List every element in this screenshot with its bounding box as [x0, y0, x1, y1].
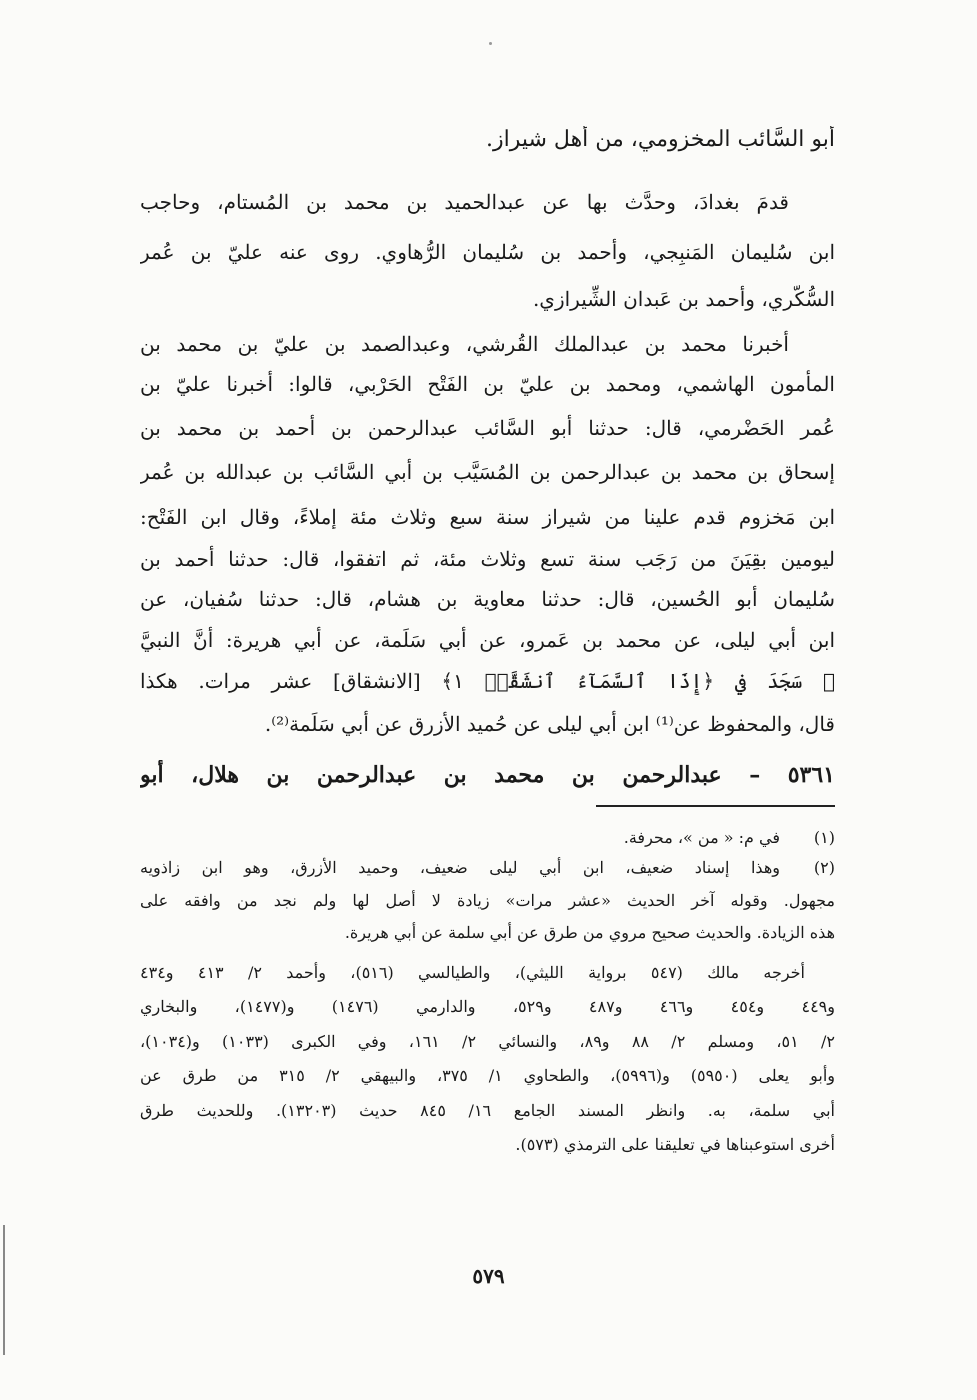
footnote-separator: [596, 805, 835, 807]
paragraph2-line-5: ابن مَخزوم قدم علينا من شيراز سنة سبع وثلاث مئة إملاءً، وقال ابن الفَتْح:: [140, 505, 835, 529]
scan-speck: [489, 42, 492, 45]
footnote-extra-line-4: وأبو يعلى (٥٩٥٠) و(٥٩٩٦)، والطحاوي ١/ ٣٧٥، والبيهقي ٢/ ٣١٥ من طرق عن: [140, 1066, 835, 1085]
footnote-1-marker: (١): [813, 828, 835, 847]
paragraph2-line-7: سُليمان أبو الحُسين، قال: حدثنا معاوية بن هشام، قال: حدثنا سُفيان، عن: [140, 587, 835, 611]
scan-edge-line: [3, 1225, 5, 1355]
paragraph1-line-2: ابن سُليمان المَنبِجي، وأحمد بن سُليمان الرُّهاوي. روى عنه عليّ بن عُمر: [140, 240, 835, 264]
paragraph2-line-8: ابن أبي ليلى، عن محمد بن عَمرو، عن أبي سَلَمة، عن أبي هريرة: أنَّ النبيَّ: [140, 628, 835, 652]
footnote-extra-line-2: و٤٤٩ و٤٥٤ و٤٦٦ و٤٨٧ و٥٢٩، والدارمي (١٤٧٦) و(١٤٧٧)، والبخاري: [140, 997, 835, 1016]
page-number: ٥٧٩: [472, 1264, 505, 1288]
header-line: أبو السَّائب المخزومي، من أهل شيراز.: [485, 127, 835, 152]
footnote-2-line-3: هذه الزيادة. والحديث صحيح مروي من طرق عن أبي سلمة عن أبي هريرة.: [344, 923, 835, 942]
entry-heading: ٥٣٦١ – عبدالرحمن بن محمد بن عبدالرحمن بن هلال، أبو: [140, 762, 835, 788]
footnote-extra-line-5: أبي سلمة، به. وانظر المسند الجامع ١٦/ ٨٤٥ حديث (١٣٢٠٣). وللحديث طرق: [140, 1101, 835, 1120]
paragraph2-line-2: المأمون الهاشمي، ومحمد بن عليّ بن الفَتْح الحَرْبي، قالوا: أخبرنا عليّ بن: [140, 372, 835, 396]
footnote-2-line-2: مجهول. وقوله آخر الحديث «عشر مرات» زيادة لا أصل لها ولم نجد من وافقه على: [140, 891, 835, 910]
footnote-2-marker: (٢): [813, 858, 835, 877]
paragraph2-line-9: ﷺ سَجَدَ في ﴿إِذَا ٱلسَّمَآءُ ٱنشَقَّتۡ ١﴾ [الانشقاق] عشر مرات. هكذا: [140, 669, 835, 693]
footnote-extra-line-3: ٢/ ٥١، ومسلم ٢/ ٨٨ و٨٩، والنسائي ٢/ ١٦١، وفي الكبرى (١٠٣٣) و(١٠٣٤)،: [140, 1032, 835, 1051]
paragraph2-line-10: قال، والمحفوظ عن⁽¹⁾ ابن أبي ليلى عن حُميد الأزرق عن أبي سَلَمة⁽²⁾.: [264, 712, 835, 736]
paragraph1-line-3: السُّكَّري، وأحمد بن عَبدان الشِّيرازي.: [532, 287, 835, 311]
footnote-1-text: في م: « من »، محرفة.: [623, 828, 780, 847]
paragraph2-line-4: إسحاق بن محمد بن عبدالرحمن بن المُسَيَّب بن أبي السَّائب بن عبدالله بن عُمر: [140, 460, 835, 484]
paragraph2-line-3: عُمر الحَضْرمي، قال: حدثنا أبو السَّائب عبدالرحمن بن أحمد بن محمد بن: [140, 416, 835, 440]
paragraph2-line-1: أخبرنا محمد بن عبدالملك القُرشي، وعبدالصمد بن عليّ بن محمد بن: [140, 332, 789, 356]
footnote-extra-line-6: أخرى استوعبناها في تعليقنا على الترمذي (٥٧٣).: [515, 1135, 835, 1154]
paragraph1-line-1: قدمَ بغدادَ، وحدَّث بها عن عبدالحميد بن محمد بن المُستام، وحاجب: [140, 190, 789, 214]
footnote-extra-line-1: أخرجه مالك (٥٤٧ برواية الليثي)، والطيالسي (٥١٦)، وأحمد ٢/ ٤١٣ و٤٣٤: [140, 963, 805, 982]
footnote-2-line-1: وهذا إسناد ضعيف، ابن أبي ليلى ضعيف، وحميد الأزرق، وهو ابن زاذويه: [140, 858, 780, 877]
paragraph2-line-6: ليومين بقِيَنَ من رَجَب سنة تسع وثلاث مئة، ثم اتفقوا، قال: حدثنا أحمد بن: [140, 547, 835, 571]
